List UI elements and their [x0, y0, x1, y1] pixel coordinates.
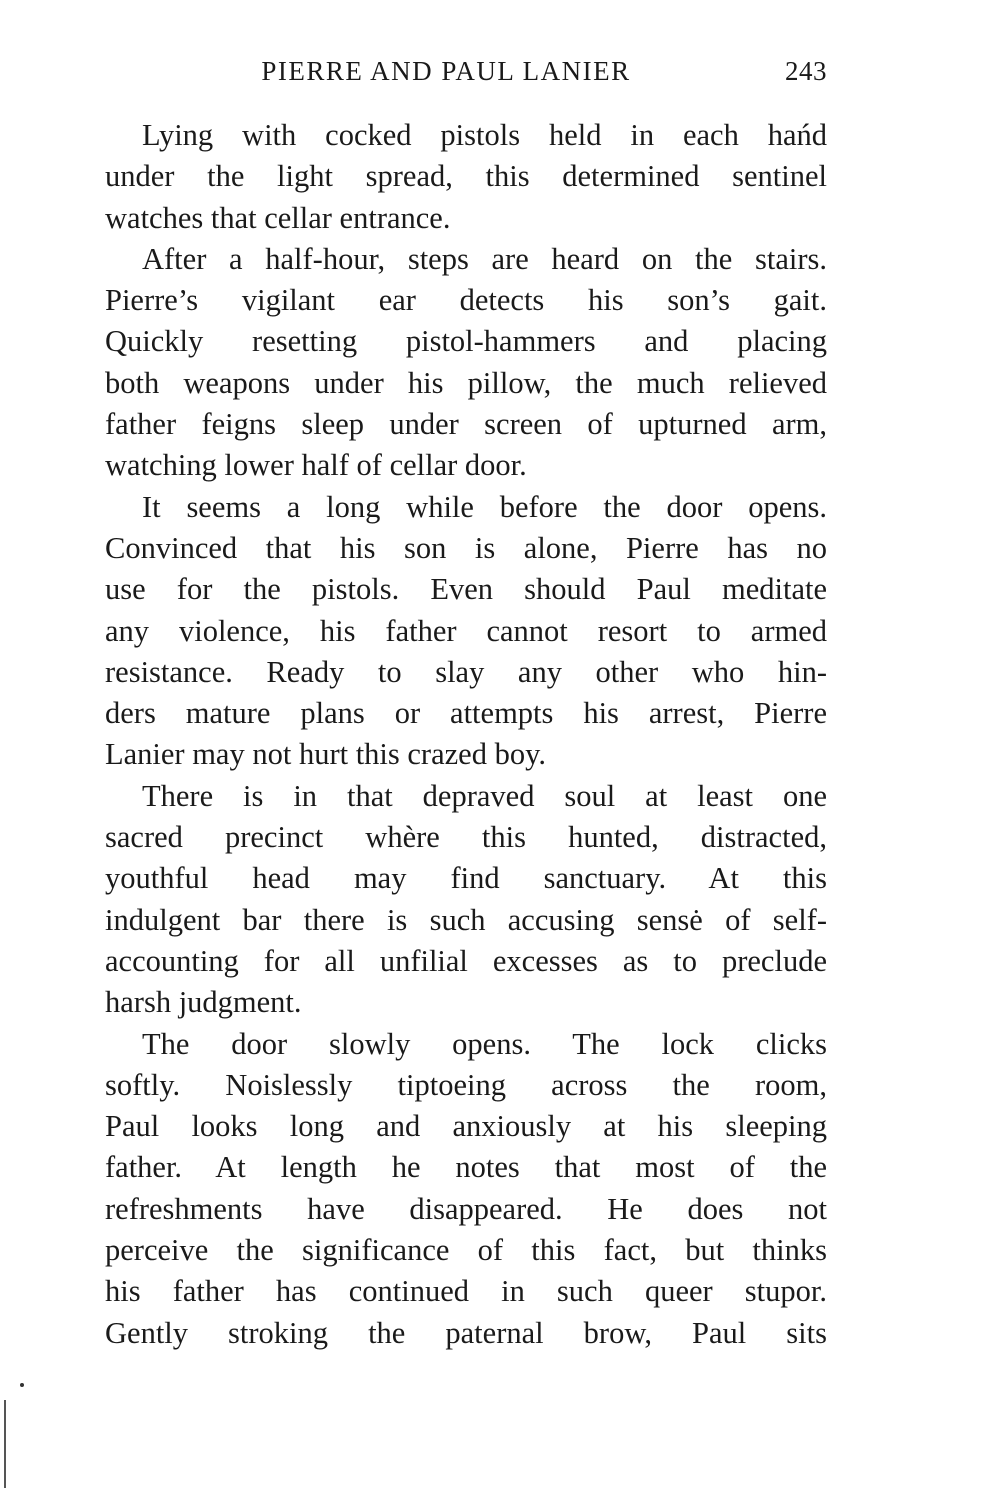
text-line: Paul looks long and anxiously at his sleeping [105, 1109, 827, 1144]
text-line: Gently stroking the paternal brow, Paul sits [105, 1315, 827, 1350]
text-line: The door slowly opens. The lock clicks [142, 1026, 827, 1061]
text-line: accounting for all unfilial excesses as to preclude [105, 943, 827, 978]
text-line: perceive the significance of this fact, but thinks [105, 1233, 827, 1268]
text-line: use for the pistols. Even should Paul meditate [105, 572, 827, 607]
text-line: father. At length he notes that most of the [105, 1150, 827, 1185]
text-line: Quickly resetting pistol-hammers and placing [105, 324, 827, 359]
page-number: 243 [785, 56, 827, 86]
text-line: father feigns sleep under screen of upturned arm, [105, 407, 827, 442]
text-line: youthful head may find sanctuary. At this [105, 861, 827, 896]
text-line: any violence, his father cannot resort to armed [105, 613, 827, 648]
running-head [105, 56, 827, 96]
running-title: PIERRE AND PAUL LANIER [261, 56, 631, 86]
text-line: resistance. Ready to slay any other who hin- [105, 654, 827, 689]
text-line: Convinced that his son is alone, Pierre has no [105, 530, 827, 565]
text-line: watches that cellar entrance. [105, 200, 451, 235]
text-line: indulgent bar there is such accusing sensė of self- [105, 902, 827, 937]
text-line: harsh judgment. [105, 985, 302, 1020]
text-line: Lying with cocked pistols held in each hańd [142, 118, 827, 152]
text-line: watching lower half of cellar door. [105, 448, 527, 483]
text-line: sacred precinct whère this hunted, distracted, [105, 820, 827, 855]
text-line: refreshments have disappeared. He does not [105, 1191, 827, 1226]
text-line: under the light spread, this determined sentinel [105, 159, 827, 194]
text-line: ders mature plans or attempts his arrest, Pierre [105, 696, 827, 731]
scan-speck [20, 1383, 24, 1387]
text-line: It seems a long while before the door opens. [142, 489, 827, 524]
body-text [105, 115, 827, 1354]
text-line: After a half-hour, steps are heard on the stairs. [142, 241, 827, 276]
scan-edge-mark [4, 1400, 6, 1488]
text-line: There is in that depraved soul at least one [142, 778, 827, 813]
text-line: softly. Noislessly tiptoeing across the room, [105, 1067, 827, 1102]
text-line: Pierre’s vigilant ear detects his son’s gait. [105, 283, 827, 318]
text-line: both weapons under his pillow, the much relieved [105, 365, 827, 400]
text-line: his father has continued in such queer stupor. [105, 1274, 827, 1309]
text-line: Lanier may not hurt this crazed boy. [105, 737, 546, 772]
